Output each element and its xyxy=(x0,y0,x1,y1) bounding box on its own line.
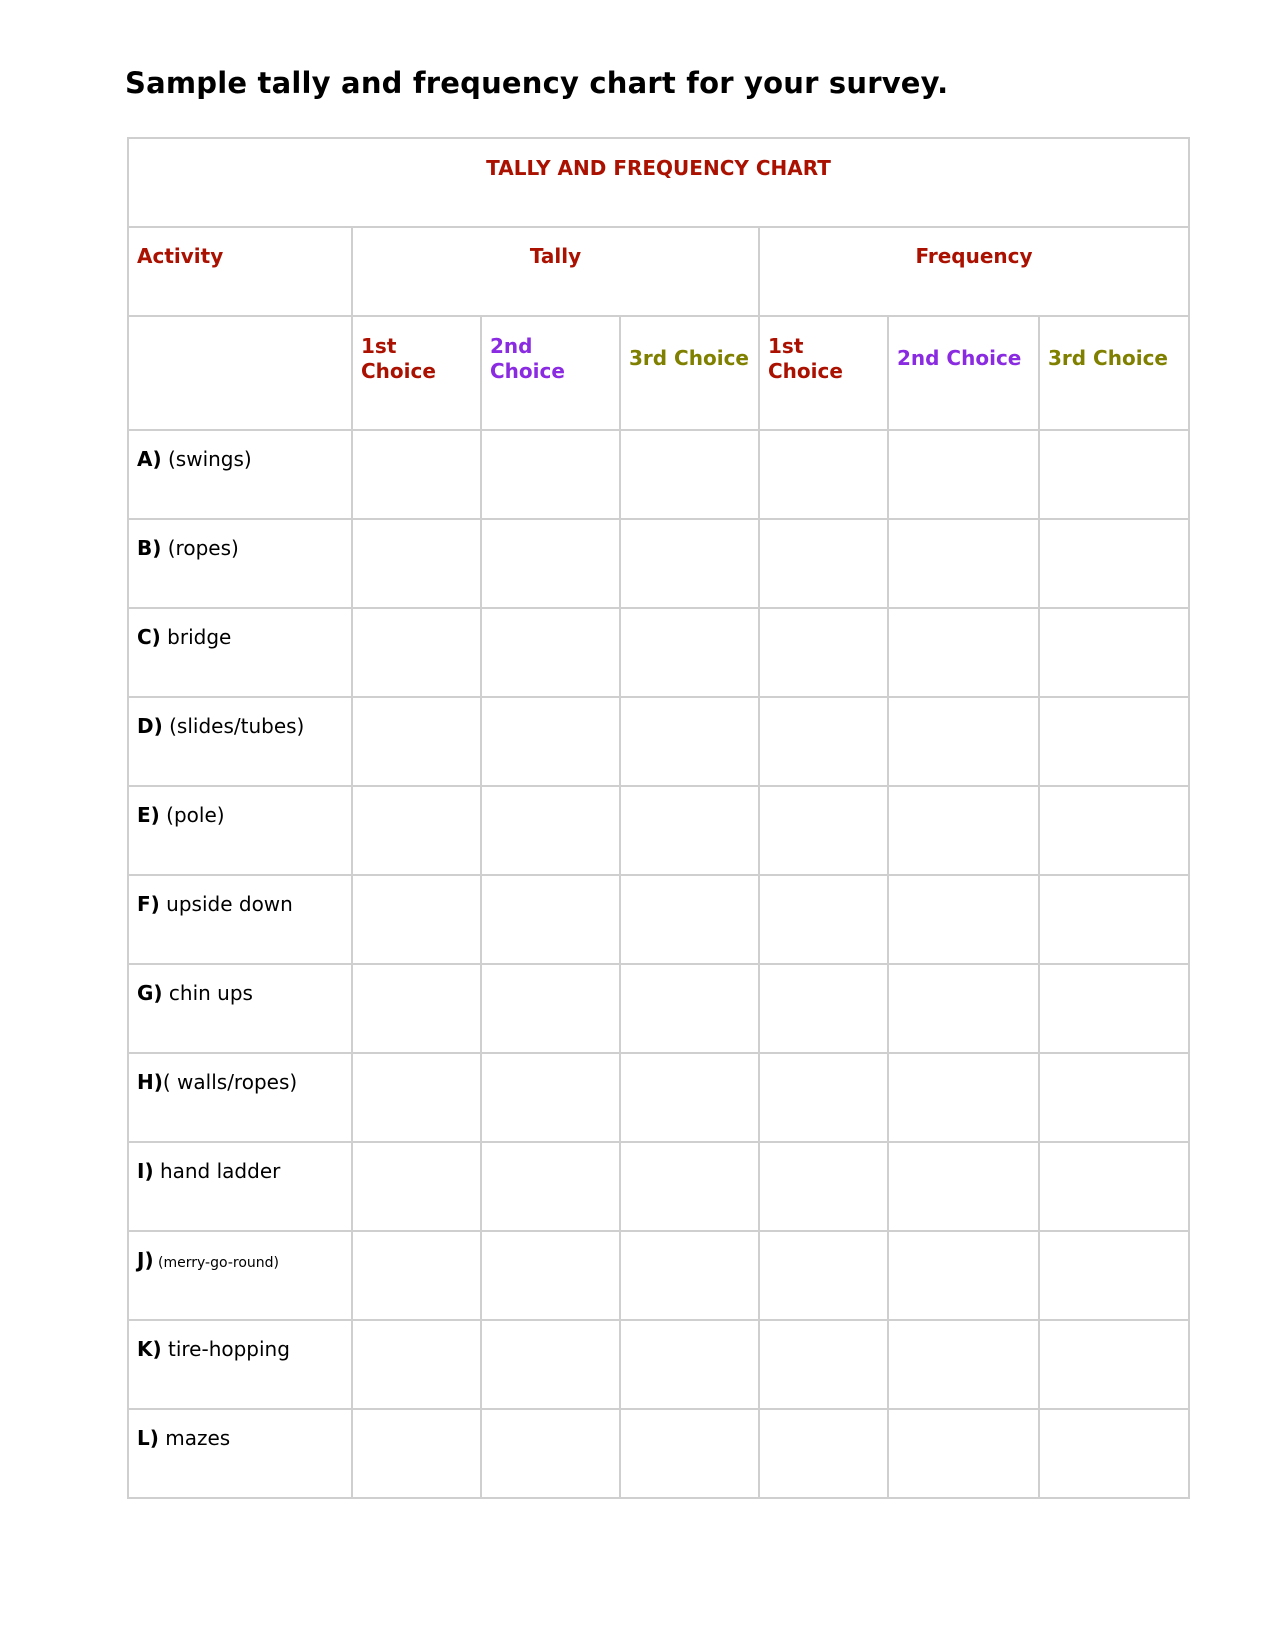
activity-label xyxy=(137,965,343,1006)
freq-first-entry-cell xyxy=(759,697,888,786)
activity-rows xyxy=(128,430,1189,1498)
tally-second-entry-cell xyxy=(481,1142,620,1231)
freq-first-entry-cell xyxy=(759,786,888,875)
freq-second-entry-cell xyxy=(888,608,1039,697)
tally-second-entry-cell xyxy=(481,519,620,608)
freq-first-entry-cell xyxy=(759,1320,888,1409)
tally-third-entry-cell xyxy=(620,1053,759,1142)
tally-first-entry-cell xyxy=(352,875,481,964)
activity-cell xyxy=(128,1409,352,1498)
freq-second-entry-cell xyxy=(888,1142,1039,1231)
activity-cell xyxy=(128,697,352,786)
tally-first-entry-cell xyxy=(352,1320,481,1409)
freq-first-entry-cell xyxy=(759,608,888,697)
freq-third-entry-cell xyxy=(1039,964,1189,1053)
freq-second-entry-cell xyxy=(888,964,1039,1053)
frequency-header: Frequency xyxy=(915,244,1033,268)
table-row xyxy=(128,964,1189,1053)
table-row xyxy=(128,786,1189,875)
freq-second-entry-cell xyxy=(888,875,1039,964)
tally-second-entry-cell xyxy=(481,1409,620,1498)
tally-second-header-cell xyxy=(481,316,620,430)
table-row xyxy=(128,1053,1189,1142)
activity-letter: F) xyxy=(137,892,160,916)
freq-third-entry-cell xyxy=(1039,1142,1189,1231)
activity-cell xyxy=(128,1320,352,1409)
tally-third-entry-cell xyxy=(620,697,759,786)
activity-letter: D) xyxy=(137,714,163,738)
activity-cell xyxy=(128,964,352,1053)
activity-cell xyxy=(128,786,352,875)
tally-third-entry-cell xyxy=(620,964,759,1053)
table-row xyxy=(128,1231,1189,1320)
activity-label xyxy=(137,698,343,739)
freq-third-choice-header: 3rd Choice xyxy=(1048,346,1168,370)
group-header-row xyxy=(128,227,1189,316)
tally-header: Tally xyxy=(529,244,582,268)
freq-first-header-cell xyxy=(759,316,888,430)
activity-label xyxy=(137,1143,343,1184)
freq-third-entry-cell xyxy=(1039,519,1189,608)
frequency-header-cell xyxy=(759,227,1189,316)
activity-letter: J) xyxy=(137,1248,154,1272)
tally-second-entry-cell xyxy=(481,964,620,1053)
freq-second-entry-cell xyxy=(888,1053,1039,1142)
subheader-blank-cell xyxy=(128,316,352,430)
tally-header-cell xyxy=(352,227,759,316)
tally-second-entry-cell xyxy=(481,430,620,519)
freq-second-entry-cell xyxy=(888,430,1039,519)
activity-letter: B) xyxy=(137,536,162,560)
activity-header-cell xyxy=(128,227,352,316)
activity-header: Activity xyxy=(137,244,224,268)
tally-third-entry-cell xyxy=(620,1409,759,1498)
activity-label xyxy=(137,1232,343,1276)
table-row xyxy=(128,697,1189,786)
tally-first-header-cell xyxy=(352,316,481,430)
activity-name: chin ups xyxy=(162,981,253,1005)
freq-first-entry-cell xyxy=(759,430,888,519)
activity-label xyxy=(137,609,343,650)
freq-second-entry-cell xyxy=(888,1320,1039,1409)
tally-third-entry-cell xyxy=(620,875,759,964)
activity-letter: K) xyxy=(137,1337,162,1361)
tally-first-entry-cell xyxy=(352,964,481,1053)
activity-cell xyxy=(128,608,352,697)
tally-first-entry-cell xyxy=(352,519,481,608)
activity-name: (pole) xyxy=(159,803,225,827)
freq-third-entry-cell xyxy=(1039,1231,1189,1320)
activity-label xyxy=(137,520,343,561)
freq-second-entry-cell xyxy=(888,519,1039,608)
freq-first-entry-cell xyxy=(759,875,888,964)
freq-second-entry-cell xyxy=(888,697,1039,786)
table-row xyxy=(128,875,1189,964)
tally-third-entry-cell xyxy=(620,608,759,697)
activity-letter: C) xyxy=(137,625,161,649)
freq-third-entry-cell xyxy=(1039,1053,1189,1142)
freq-second-entry-cell xyxy=(888,1409,1039,1498)
freq-third-entry-cell xyxy=(1039,875,1189,964)
freq-third-entry-cell xyxy=(1039,1320,1189,1409)
tally-second-entry-cell xyxy=(481,1231,620,1320)
activity-label xyxy=(137,1321,343,1362)
table-row xyxy=(128,1320,1189,1409)
tally-second-entry-cell xyxy=(481,608,620,697)
activity-label xyxy=(137,876,343,917)
activity-name: mazes xyxy=(158,1426,231,1450)
activity-name: (slides/tubes) xyxy=(162,714,305,738)
activity-cell xyxy=(128,1142,352,1231)
activity-name: (merry-go-round) xyxy=(153,1255,279,1271)
freq-second-choice-header: 2nd Choice xyxy=(897,346,1022,370)
caption-cell xyxy=(128,138,1189,227)
tally-third-choice-header: 3rd Choice xyxy=(629,346,749,370)
tally-second-entry-cell xyxy=(481,697,620,786)
page-title: Sample tally and frequency chart for your survey. xyxy=(125,66,949,100)
table-row xyxy=(128,430,1189,519)
tally-second-entry-cell xyxy=(481,875,620,964)
activity-letter: H) xyxy=(137,1070,163,1094)
activity-label xyxy=(137,1410,343,1451)
freq-third-header-cell xyxy=(1039,316,1189,430)
tally-third-entry-cell xyxy=(620,786,759,875)
tally-first-entry-cell xyxy=(352,697,481,786)
activity-cell xyxy=(128,1231,352,1320)
freq-first-entry-cell xyxy=(759,964,888,1053)
freq-first-entry-cell xyxy=(759,1053,888,1142)
activity-name: (ropes) xyxy=(161,536,239,560)
freq-second-entry-cell xyxy=(888,786,1039,875)
freq-first-entry-cell xyxy=(759,1142,888,1231)
table-row xyxy=(128,1142,1189,1231)
activity-name: ( walls/ropes) xyxy=(162,1070,298,1094)
tally-first-entry-cell xyxy=(352,1053,481,1142)
tally-third-entry-cell xyxy=(620,1142,759,1231)
tally-first-choice-header: 1st Choice xyxy=(361,334,436,383)
tally-first-entry-cell xyxy=(352,608,481,697)
tally-third-entry-cell xyxy=(620,1231,759,1320)
activity-name: (swings) xyxy=(161,447,252,471)
activity-letter: A) xyxy=(137,447,162,471)
table-caption: TALLY AND FREQUENCY CHART xyxy=(486,156,831,180)
table-row xyxy=(128,1409,1189,1498)
activity-name: tire-hopping xyxy=(161,1337,290,1361)
freq-second-entry-cell xyxy=(888,1231,1039,1320)
activity-cell xyxy=(128,430,352,519)
freq-first-entry-cell xyxy=(759,519,888,608)
tally-third-entry-cell xyxy=(620,519,759,608)
freq-third-entry-cell xyxy=(1039,697,1189,786)
table-row xyxy=(128,608,1189,697)
activity-letter: I) xyxy=(137,1159,154,1183)
tally-first-entry-cell xyxy=(352,1142,481,1231)
tally-third-header-cell xyxy=(620,316,759,430)
tally-third-entry-cell xyxy=(620,430,759,519)
tally-frequency-table xyxy=(127,137,1190,1499)
activity-label xyxy=(137,431,343,472)
activity-name: hand ladder xyxy=(153,1159,281,1183)
tally-first-entry-cell xyxy=(352,430,481,519)
tally-third-entry-cell xyxy=(620,1320,759,1409)
table-row xyxy=(128,519,1189,608)
freq-third-entry-cell xyxy=(1039,608,1189,697)
tally-second-entry-cell xyxy=(481,786,620,875)
tally-first-entry-cell xyxy=(352,1409,481,1498)
activity-cell xyxy=(128,519,352,608)
activity-letter: E) xyxy=(137,803,160,827)
freq-first-entry-cell xyxy=(759,1231,888,1320)
activity-name: bridge xyxy=(160,625,232,649)
activity-letter: G) xyxy=(137,981,163,1005)
freq-third-entry-cell xyxy=(1039,786,1189,875)
tally-first-entry-cell xyxy=(352,786,481,875)
freq-first-entry-cell xyxy=(759,1409,888,1498)
freq-second-header-cell xyxy=(888,316,1039,430)
tally-second-entry-cell xyxy=(481,1320,620,1409)
activity-label xyxy=(137,1054,343,1095)
freq-third-entry-cell xyxy=(1039,1409,1189,1498)
activity-name: upside down xyxy=(159,892,293,916)
caption-row xyxy=(128,138,1189,227)
activity-cell xyxy=(128,1053,352,1142)
tally-second-entry-cell xyxy=(481,1053,620,1142)
tally-second-choice-header: 2nd Choice xyxy=(490,334,565,383)
activity-label xyxy=(137,787,343,828)
tally-first-entry-cell xyxy=(352,1231,481,1320)
subheader-row xyxy=(128,316,1189,430)
freq-first-choice-header: 1st Choice xyxy=(768,334,843,383)
freq-third-entry-cell xyxy=(1039,430,1189,519)
activity-letter: L) xyxy=(137,1426,159,1450)
activity-cell xyxy=(128,875,352,964)
